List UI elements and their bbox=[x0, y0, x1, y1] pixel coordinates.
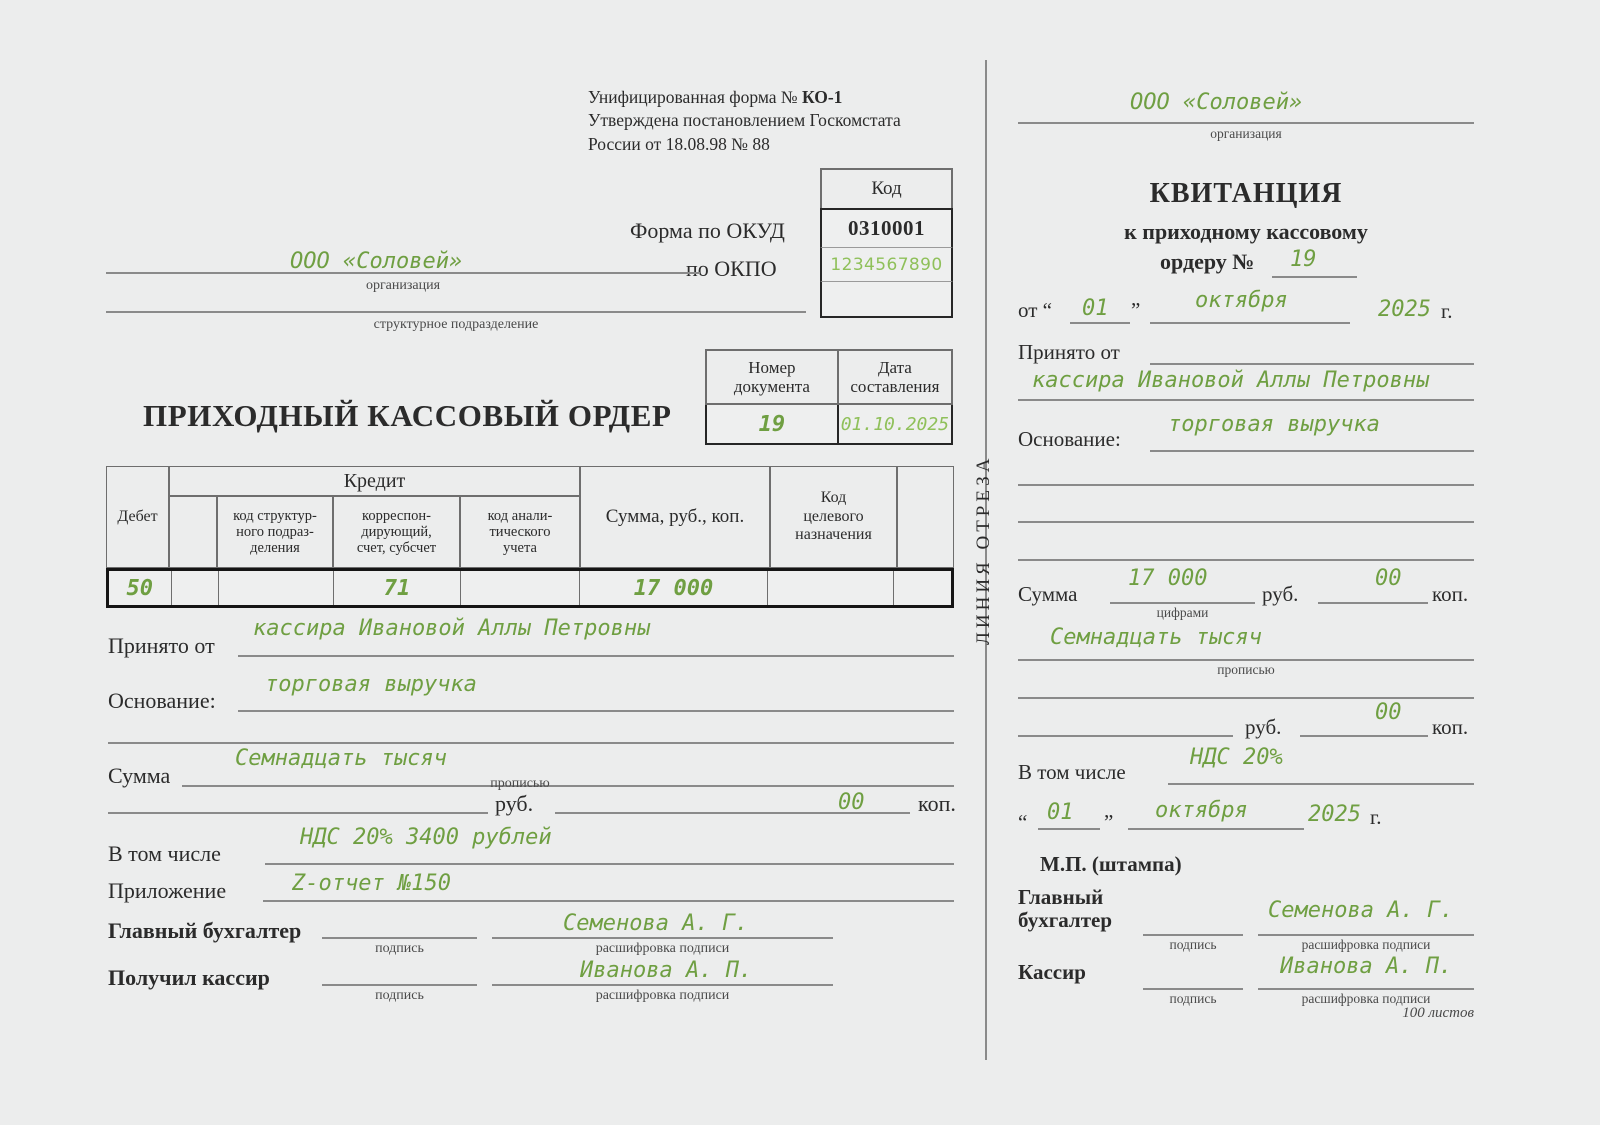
organization-value: ООО «Соловей» bbox=[290, 249, 463, 274]
table-subheader-analytic-code: код анали- тического учета bbox=[460, 496, 580, 568]
cell-tail bbox=[894, 571, 951, 605]
receipt-chief-accountant-value: Семенова А. Г. bbox=[1268, 898, 1454, 923]
subdivision-caption: структурное подразделение bbox=[373, 317, 539, 332]
okpo-label: по ОКПО bbox=[686, 256, 777, 281]
receipt-including-label: В том числе bbox=[1018, 760, 1126, 784]
code-box-empty-cell bbox=[820, 282, 953, 318]
chief-accountant-transcript-caption: расшифровка подписи bbox=[595, 941, 730, 956]
receipt-kop-value: 00 bbox=[1375, 566, 1402, 591]
document-number-value: 19 bbox=[758, 411, 786, 437]
cashier-signature-rule bbox=[322, 984, 477, 986]
receipt-organization-rule bbox=[1018, 122, 1474, 124]
cell-corresponding-account bbox=[334, 571, 460, 605]
attachment-rule bbox=[263, 900, 954, 902]
receipt-sum-in-words-caption: прописью bbox=[1217, 662, 1275, 677]
cashier-value: Иванова А. П. bbox=[580, 958, 753, 983]
including-rule bbox=[265, 863, 954, 865]
document-number-header-l2: документа bbox=[733, 377, 810, 396]
sum-in-words-value: Семнадцать тысяч bbox=[235, 746, 447, 771]
receipt-basis-rule bbox=[1150, 450, 1474, 452]
document-date-value-cell bbox=[839, 405, 953, 445]
accepted-from-value: кассира Ивановой Аллы Петровны bbox=[253, 616, 651, 641]
attachment-value: Z-отчет №150 bbox=[292, 871, 451, 896]
table-header-credit: Кредит bbox=[169, 466, 580, 496]
receipt-cashier-signature-rule bbox=[1143, 988, 1243, 990]
form-note-line1-prefix: Унифицированная форма № bbox=[588, 87, 802, 107]
receipt-date2-quote-open: “ bbox=[1018, 810, 1028, 834]
basis-label: Основание: bbox=[108, 688, 216, 713]
code-box bbox=[820, 168, 953, 318]
receipt-chief-accountant-label bbox=[1018, 886, 1112, 931]
receipt-basis-label: Основание: bbox=[1018, 427, 1121, 451]
attachment-label: Приложение bbox=[108, 878, 227, 903]
form-note-line3: России от 18.08.98 № 88 bbox=[588, 133, 770, 154]
receipt-day-value: 01 bbox=[1082, 296, 1109, 321]
receipt-chief-signature-caption: подпись bbox=[1169, 937, 1217, 952]
receipt-rub2-rule bbox=[1018, 735, 1233, 737]
table-subheader-subdivision-code: код структур- ного подраз- деления bbox=[217, 496, 333, 568]
receipt-day-rule bbox=[1070, 322, 1130, 324]
receipt-chief-transcript-rule bbox=[1258, 934, 1474, 936]
chief-accountant-signature-caption: подпись bbox=[375, 941, 424, 956]
receipt-cashier-signature-caption: подпись bbox=[1169, 991, 1217, 1006]
chief-accountant-transcript-rule bbox=[492, 937, 833, 939]
document-number-value-cell bbox=[705, 405, 839, 445]
receipt-accepted-from-label: Принято от bbox=[1018, 340, 1120, 364]
receipt-accepted-from-rule2 bbox=[1018, 399, 1474, 401]
cell-sum bbox=[580, 571, 769, 605]
receipt-rub-label: руб. bbox=[1262, 582, 1299, 606]
receipt-rub-label-2: руб. bbox=[1245, 715, 1282, 739]
receipt-cashier-label: Кассир bbox=[1018, 960, 1086, 984]
table-header-sum: Сумма, руб., коп. bbox=[580, 466, 770, 568]
receipt-sum-in-words-value: Семнадцать тысяч bbox=[1050, 625, 1262, 650]
receipt-date2-year: 2025 bbox=[1308, 802, 1361, 827]
document-date-header-l1: Дата bbox=[877, 357, 912, 377]
receipt-kop-rule bbox=[1318, 602, 1428, 604]
receipt-accepted-from-rule bbox=[1150, 363, 1474, 365]
including-label: В том числе bbox=[108, 841, 221, 866]
receipt-sum-digits-rule bbox=[1110, 602, 1255, 604]
receipt-date-prefix: от “ bbox=[1018, 298, 1052, 322]
accounting-table bbox=[106, 466, 954, 608]
sum-rub-rule bbox=[108, 812, 488, 814]
sum-in-words-caption: прописью bbox=[490, 776, 550, 791]
cell-subdivision-code bbox=[219, 571, 334, 605]
receipt-blank-rule-2 bbox=[1018, 521, 1474, 523]
receipt-year-suffix: г. bbox=[1441, 299, 1453, 323]
cell-credit-blank bbox=[172, 571, 220, 605]
receipt-cashier-value: Иванова А. П. bbox=[1280, 954, 1453, 979]
receipt-organization-caption: организация bbox=[1210, 126, 1282, 141]
receipt-date2-day-rule bbox=[1038, 828, 1100, 830]
receipt-date2-year-suffix: г. bbox=[1370, 805, 1382, 829]
form-code-ko1: КО-1 bbox=[801, 87, 843, 107]
receipt-year-value: 2025 bbox=[1378, 297, 1431, 322]
receipt-chief-accountant-label-l2: бухгалтер bbox=[1018, 907, 1113, 932]
okud-label: Форма по ОКУД bbox=[630, 218, 785, 243]
cell-debit-value: 50 bbox=[126, 575, 154, 601]
basis-continuation-rule bbox=[108, 742, 954, 744]
receipt-date2-month: октября bbox=[1155, 798, 1248, 823]
receipt-month-rule bbox=[1150, 322, 1350, 324]
document-date-value: 01.10.2025 bbox=[840, 413, 950, 435]
sum-label: Сумма bbox=[108, 763, 171, 788]
receipt-footer-note: 100 листов bbox=[1402, 1005, 1474, 1021]
organization-caption: организация bbox=[365, 278, 441, 293]
receipt-basis-value: торговая выручка bbox=[1168, 412, 1380, 437]
receipt-order-number-rule bbox=[1272, 276, 1357, 278]
document-number-box bbox=[705, 349, 953, 445]
receipt-sum-in-words-rule bbox=[1018, 659, 1474, 661]
receipt-chief-accountant-label-l1: Главный bbox=[1018, 885, 1104, 909]
rub-label: руб. bbox=[495, 791, 534, 816]
kop-label: коп. bbox=[918, 791, 956, 816]
receipt-date2-day: 01 bbox=[1047, 800, 1074, 825]
cell-sum-value: 17 000 bbox=[633, 575, 714, 601]
receipt-month-value: октября bbox=[1195, 288, 1288, 313]
kop-value: 00 bbox=[838, 790, 865, 815]
receipt-including-value: НДС 20% bbox=[1190, 745, 1283, 770]
receipt-order-number-label: ордеру № bbox=[1160, 249, 1255, 274]
code-box-header: Код bbox=[820, 168, 953, 208]
receipt-title: КВИТАНЦИЯ bbox=[1149, 178, 1343, 209]
receipt-blank-rule-1 bbox=[1018, 484, 1474, 486]
receipt-date2-quote-close: ” bbox=[1104, 810, 1114, 834]
chief-accountant-signature-rule bbox=[322, 937, 477, 939]
document-number-header-l1: Номер bbox=[748, 357, 796, 377]
okud-value: 0310001 bbox=[820, 208, 953, 248]
accepted-from-label: Принято от bbox=[108, 633, 215, 658]
cell-purpose-code bbox=[768, 571, 894, 605]
chief-accountant-value: Семенова А. Г. bbox=[563, 911, 749, 936]
document-number-header bbox=[705, 349, 839, 405]
receipt-cashier-transcript-rule bbox=[1258, 988, 1474, 990]
page-title: ПРИХОДНЫЙ КАССОВЫЙ ОРДЕР bbox=[143, 398, 672, 433]
basis-rule bbox=[238, 710, 954, 712]
receipt-sum-words-rule2 bbox=[1018, 697, 1474, 699]
table-header-debit: Дебет bbox=[106, 466, 169, 568]
table-subheader-credit-blank bbox=[169, 496, 217, 568]
receipt-blank-rule-3 bbox=[1018, 559, 1474, 561]
receipt-accepted-from-value: кассира Ивановой Аллы Петровны bbox=[1032, 368, 1430, 393]
including-value: НДС 20% 3400 рублей bbox=[300, 825, 552, 850]
basis-value: торговая выручка bbox=[265, 672, 477, 697]
table-subheader-corresponding-account: корреспон- дирующий, счет, субсчет bbox=[333, 496, 460, 568]
cashier-transcript-rule bbox=[492, 984, 833, 986]
receipt-chief-signature-rule bbox=[1143, 934, 1243, 936]
receipt-kop-label-2: коп. bbox=[1432, 715, 1469, 739]
table-header-tail bbox=[897, 466, 954, 568]
document-date-header bbox=[839, 349, 953, 405]
receipt-kop-value-2: 00 bbox=[1375, 700, 1402, 725]
receipt-date2-month-rule bbox=[1128, 828, 1304, 830]
cell-debit bbox=[109, 571, 172, 605]
receipt-including-rule bbox=[1168, 783, 1474, 785]
receipt-stamp-label: М.П. (штампа) bbox=[1040, 852, 1182, 876]
cut-line-label: ЛИНИЯ ОТРЕЗА bbox=[973, 454, 994, 646]
receipt-sum-label: Сумма bbox=[1018, 582, 1078, 606]
okpo-value: 1234567890 bbox=[830, 254, 943, 275]
cashier-transcript-caption: расшифровка подписи bbox=[595, 988, 730, 1003]
chief-accountant-label: Главный бухгалтер bbox=[108, 918, 302, 943]
receipt-sum-digits-value: 17 000 bbox=[1128, 566, 1208, 591]
cashier-label: Получил кассир bbox=[108, 965, 270, 990]
receipt-organization-value: ООО «Соловей» bbox=[1130, 90, 1303, 115]
accepted-from-rule bbox=[238, 655, 954, 657]
receipt-kop-label: коп. bbox=[1432, 582, 1469, 606]
cashier-signature-caption: подпись bbox=[375, 988, 424, 1003]
receipt-sum-digits-caption: цифрами bbox=[1156, 605, 1209, 620]
receipt-stub-panel bbox=[1000, 0, 1600, 1125]
document-date-header-l2: составления bbox=[850, 377, 940, 396]
table-header-purpose-code: Код целевого назначения bbox=[770, 466, 897, 568]
form-note-line2: Утверждена постановлением Госкомстата bbox=[588, 110, 901, 131]
subdivision-rule bbox=[106, 311, 806, 313]
okpo-value-cell bbox=[820, 248, 953, 282]
receipt-chief-transcript-caption: расшифровка подписи bbox=[1301, 937, 1431, 952]
receipt-cashier-transcript-caption: расшифровка подписи bbox=[1301, 991, 1431, 1006]
receipt-subtitle-line1: к приходному кассовому bbox=[1124, 219, 1368, 244]
cell-corresponding-account-value: 71 bbox=[383, 575, 411, 601]
cell-analytic-code bbox=[461, 571, 580, 605]
form-header-note bbox=[588, 86, 978, 156]
table-row bbox=[106, 568, 954, 608]
receipt-date-quote: ” bbox=[1131, 298, 1141, 322]
organization-rule bbox=[106, 272, 700, 274]
receipt-kop2-rule bbox=[1300, 735, 1428, 737]
receipt-order-number-value: 19 bbox=[1290, 247, 1317, 272]
